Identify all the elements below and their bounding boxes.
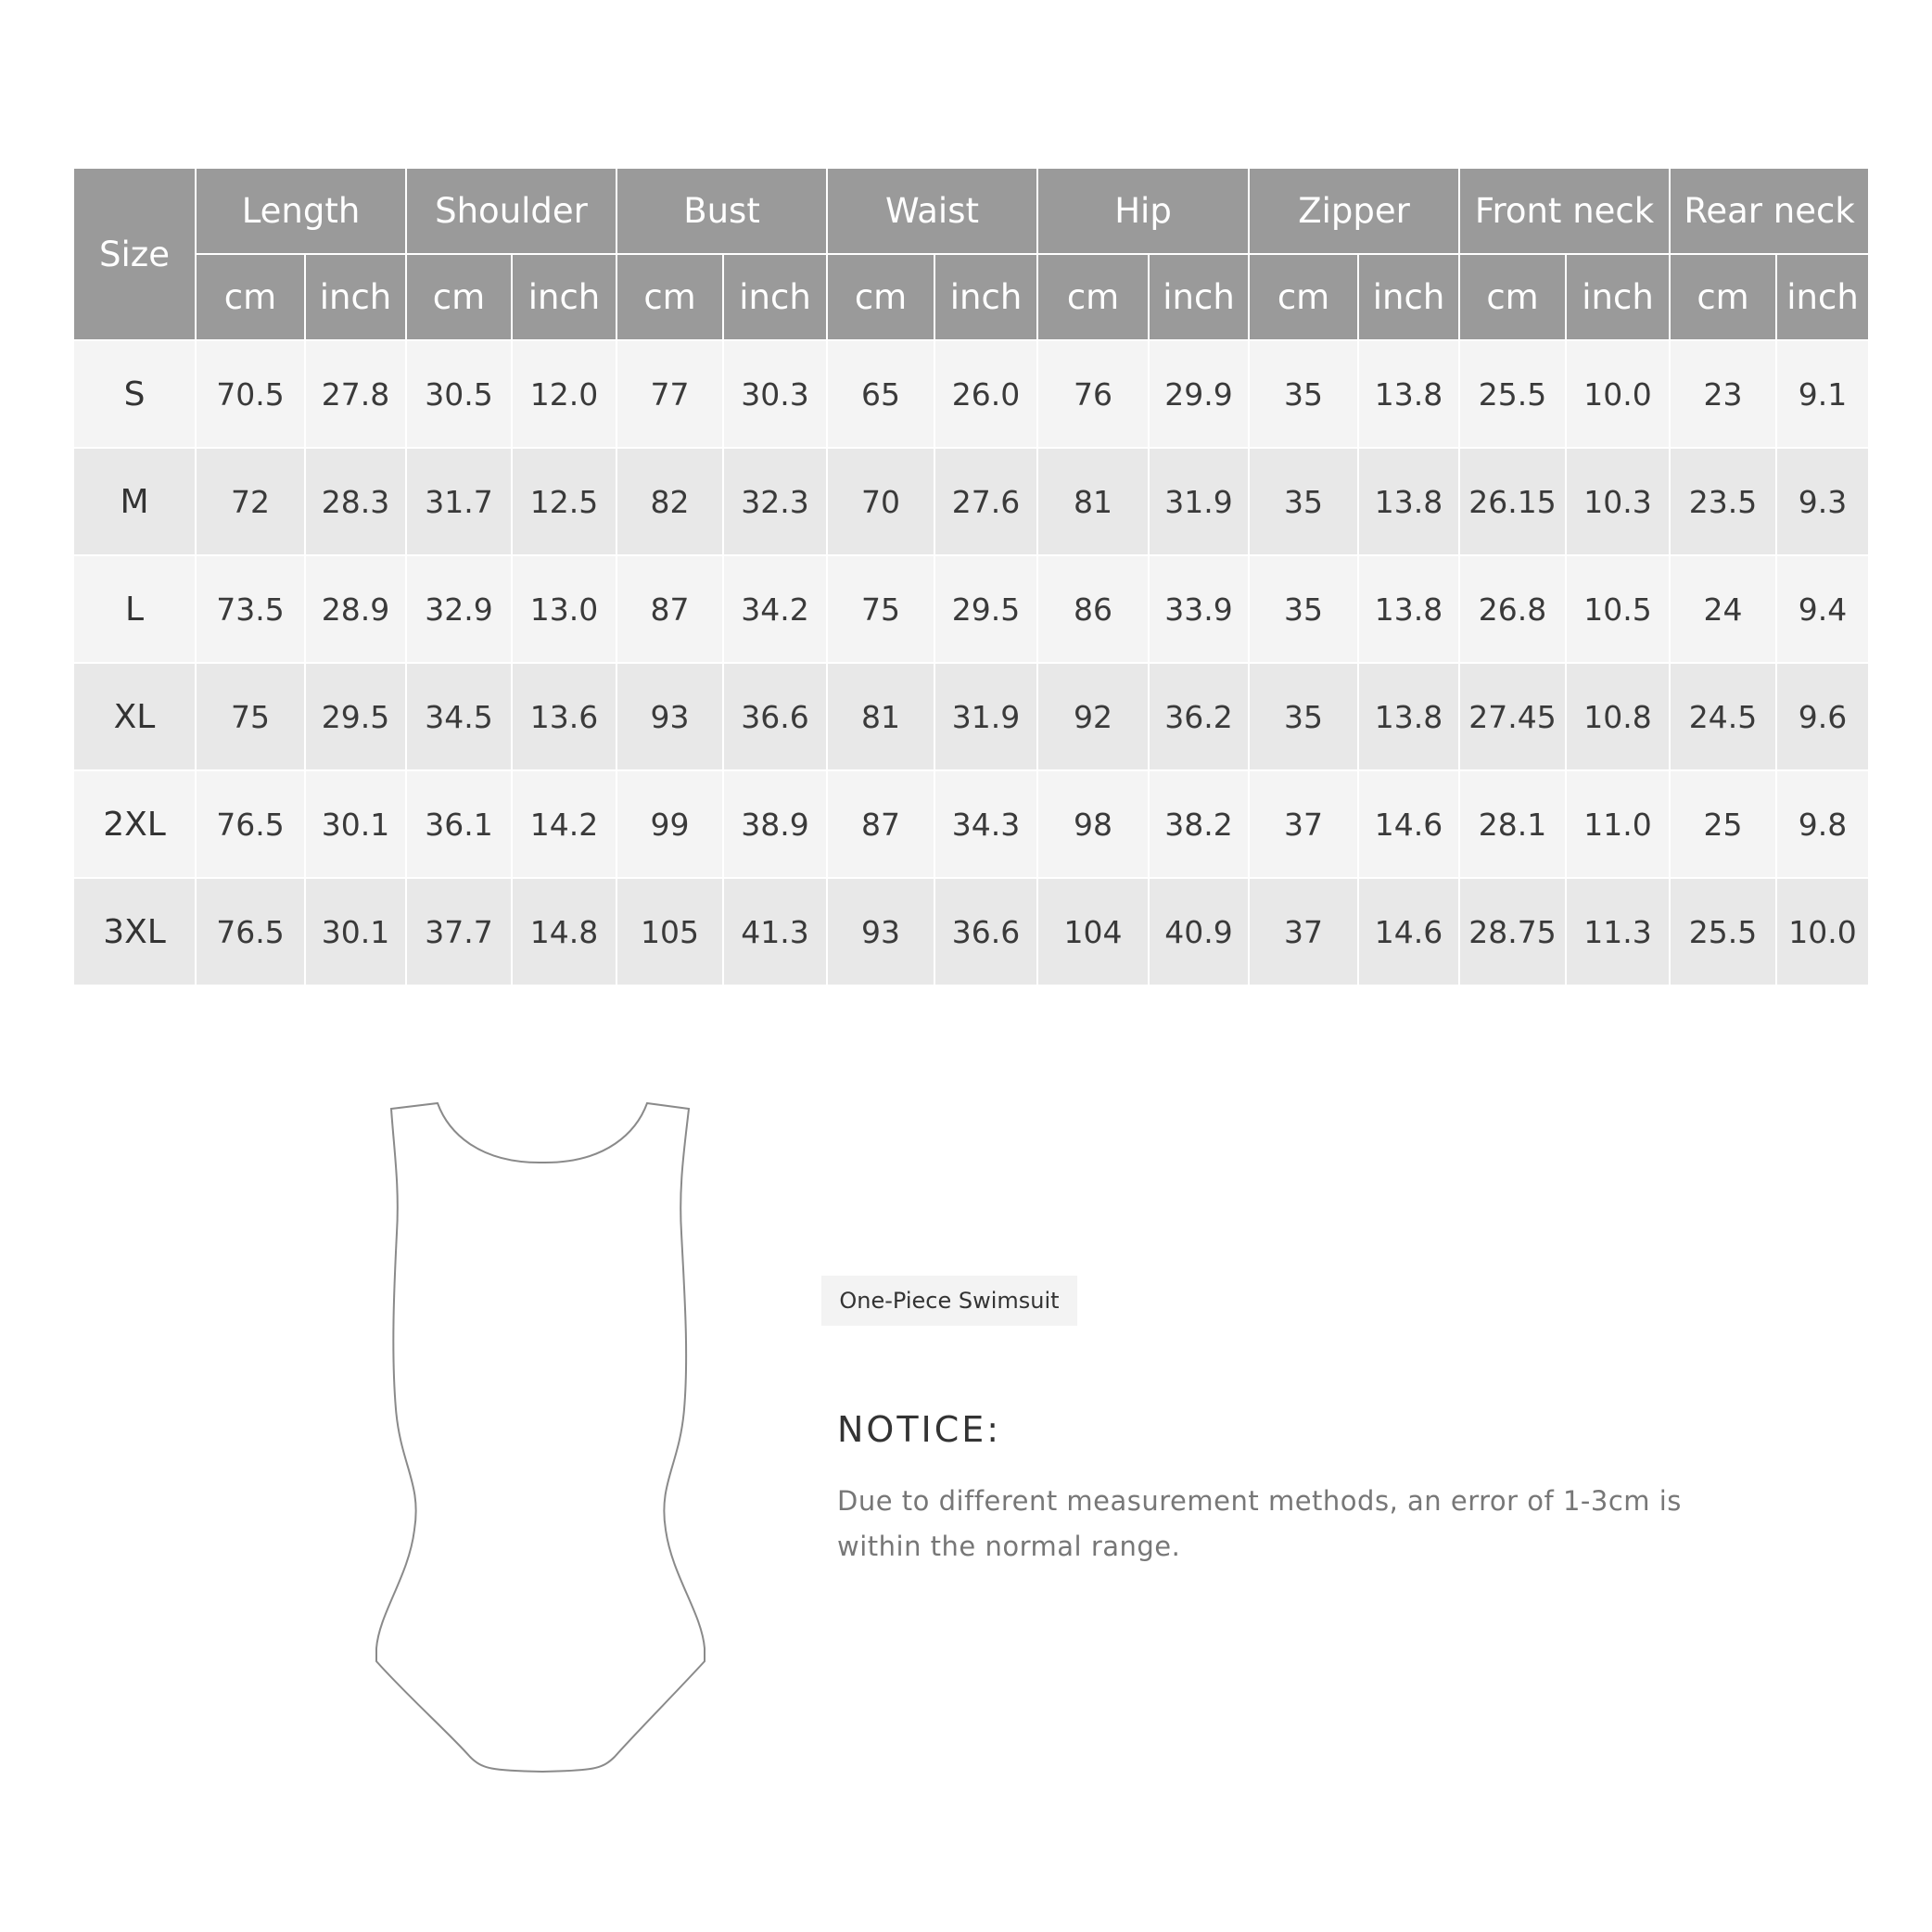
measurement-cell: 82 bbox=[616, 448, 723, 555]
measurement-cell: 14.2 bbox=[512, 770, 616, 878]
measurement-cell: 35 bbox=[1249, 448, 1358, 555]
measurement-cell: 25.5 bbox=[1670, 878, 1776, 985]
swimsuit-outline-illustration bbox=[366, 1094, 718, 1780]
measurement-cell: 10.0 bbox=[1566, 340, 1670, 448]
measurement-cell: 31.9 bbox=[934, 663, 1037, 770]
measurement-cell: 76 bbox=[1037, 340, 1149, 448]
header-zipper: Zipper bbox=[1249, 168, 1459, 254]
notice-text: Due to different measurement methods, an error of 1-3cm is within the normal range. bbox=[837, 1485, 1682, 1562]
measurement-cell: 98 bbox=[1037, 770, 1149, 878]
measurement-cell: 27.45 bbox=[1459, 663, 1566, 770]
measurement-cell: 14.8 bbox=[512, 878, 616, 985]
measurement-cell: 34.3 bbox=[934, 770, 1037, 878]
measurement-cell: 31.7 bbox=[406, 448, 512, 555]
measurement-cell: 36.6 bbox=[723, 663, 827, 770]
measurement-cell: 28.3 bbox=[305, 448, 406, 555]
table-header-units bbox=[73, 254, 1869, 340]
unit-cm: cm bbox=[1037, 254, 1149, 340]
table-header-groups bbox=[73, 168, 1869, 254]
measurement-cell: 87 bbox=[827, 770, 934, 878]
measurement-cell: 29.9 bbox=[1149, 340, 1249, 448]
table-row bbox=[73, 770, 1869, 878]
measurement-cell: 9.1 bbox=[1776, 340, 1869, 448]
measurement-cell: 31.9 bbox=[1149, 448, 1249, 555]
unit-inch: inch bbox=[1776, 254, 1869, 340]
measurement-cell: 87 bbox=[616, 555, 723, 663]
measurement-cell: 73.5 bbox=[196, 555, 305, 663]
unit-cm: cm bbox=[827, 254, 934, 340]
measurement-cell: 30.5 bbox=[406, 340, 512, 448]
unit-cm: cm bbox=[616, 254, 723, 340]
measurement-cell: 93 bbox=[616, 663, 723, 770]
measurement-cell: 29.5 bbox=[934, 555, 1037, 663]
unit-cm: cm bbox=[196, 254, 305, 340]
measurement-cell: 24.5 bbox=[1670, 663, 1776, 770]
measurement-cell: 9.3 bbox=[1776, 448, 1869, 555]
measurement-cell: 70 bbox=[827, 448, 934, 555]
measurement-cell: 104 bbox=[1037, 878, 1149, 985]
measurement-cell: 37 bbox=[1249, 878, 1358, 985]
measurement-cell: 76.5 bbox=[196, 878, 305, 985]
measurement-cell: 34.5 bbox=[406, 663, 512, 770]
header-hip: Hip bbox=[1037, 168, 1249, 254]
measurement-cell: 36.2 bbox=[1149, 663, 1249, 770]
header-front-neck: Front neck bbox=[1459, 168, 1670, 254]
measurement-cell: 27.6 bbox=[934, 448, 1037, 555]
measurement-cell: 99 bbox=[616, 770, 723, 878]
measurement-cell: 11.3 bbox=[1566, 878, 1670, 985]
measurement-cell: 26.15 bbox=[1459, 448, 1566, 555]
measurement-cell: 28.75 bbox=[1459, 878, 1566, 985]
unit-inch: inch bbox=[1566, 254, 1670, 340]
measurement-cell: 10.5 bbox=[1566, 555, 1670, 663]
measurement-cell: 93 bbox=[827, 878, 934, 985]
product-type-label: One-Piece Swimsuit bbox=[821, 1276, 1077, 1326]
unit-inch: inch bbox=[1149, 254, 1249, 340]
size-cell: L bbox=[73, 555, 196, 663]
measurement-cell: 10.8 bbox=[1566, 663, 1670, 770]
table-row bbox=[73, 663, 1869, 770]
measurement-cell: 105 bbox=[616, 878, 723, 985]
measurement-cell: 37 bbox=[1249, 770, 1358, 878]
header-rear-neck: Rear neck bbox=[1670, 168, 1869, 254]
measurement-cell: 35 bbox=[1249, 340, 1358, 448]
measurement-cell: 30.1 bbox=[305, 770, 406, 878]
measurement-cell: 36.6 bbox=[934, 878, 1037, 985]
measurement-cell: 28.9 bbox=[305, 555, 406, 663]
measurement-cell: 24 bbox=[1670, 555, 1776, 663]
measurement-cell: 23.5 bbox=[1670, 448, 1776, 555]
measurement-cell: 32.9 bbox=[406, 555, 512, 663]
table-row bbox=[73, 878, 1869, 985]
measurement-cell: 30.1 bbox=[305, 878, 406, 985]
measurement-cell: 35 bbox=[1249, 663, 1358, 770]
measurement-cell: 11.0 bbox=[1566, 770, 1670, 878]
measurement-cell: 33.9 bbox=[1149, 555, 1249, 663]
unit-cm: cm bbox=[1670, 254, 1776, 340]
measurement-cell: 12.5 bbox=[512, 448, 616, 555]
measurement-cell: 75 bbox=[196, 663, 305, 770]
measurement-cell: 14.6 bbox=[1358, 770, 1459, 878]
measurement-cell: 9.6 bbox=[1776, 663, 1869, 770]
measurement-cell: 14.6 bbox=[1358, 878, 1459, 985]
swimsuit-outline bbox=[376, 1103, 705, 1772]
header-length: Length bbox=[196, 168, 406, 254]
measurement-cell: 26.8 bbox=[1459, 555, 1566, 663]
measurement-cell: 9.4 bbox=[1776, 555, 1869, 663]
notice-title: NOTICE: bbox=[837, 1409, 1002, 1450]
measurement-cell: 41.3 bbox=[723, 878, 827, 985]
measurement-cell: 25.5 bbox=[1459, 340, 1566, 448]
measurement-cell: 13.8 bbox=[1358, 340, 1459, 448]
measurement-cell: 13.8 bbox=[1358, 555, 1459, 663]
measurement-cell: 81 bbox=[1037, 448, 1149, 555]
size-cell: S bbox=[73, 340, 196, 448]
measurement-cell: 92 bbox=[1037, 663, 1149, 770]
header-waist: Waist bbox=[827, 168, 1037, 254]
size-cell: M bbox=[73, 448, 196, 555]
size-cell: 3XL bbox=[73, 878, 196, 985]
measurement-cell: 81 bbox=[827, 663, 934, 770]
table-row bbox=[73, 555, 1869, 663]
measurement-cell: 38.9 bbox=[723, 770, 827, 878]
measurement-cell: 13.8 bbox=[1358, 663, 1459, 770]
measurement-cell: 36.1 bbox=[406, 770, 512, 878]
size-chart-table bbox=[72, 167, 1870, 986]
measurement-cell: 30.3 bbox=[723, 340, 827, 448]
measurement-cell: 77 bbox=[616, 340, 723, 448]
size-cell: XL bbox=[73, 663, 196, 770]
header-bust: Bust bbox=[616, 168, 827, 254]
measurement-cell: 32.3 bbox=[723, 448, 827, 555]
measurement-cell: 29.5 bbox=[305, 663, 406, 770]
size-cell: 2XL bbox=[73, 770, 196, 878]
size-header: Size bbox=[73, 168, 196, 340]
table-body bbox=[73, 340, 1869, 985]
measurement-cell: 26.0 bbox=[934, 340, 1037, 448]
measurement-cell: 23 bbox=[1670, 340, 1776, 448]
unit-inch: inch bbox=[1358, 254, 1459, 340]
measurement-cell: 34.2 bbox=[723, 555, 827, 663]
measurement-cell: 13.0 bbox=[512, 555, 616, 663]
measurement-cell: 65 bbox=[827, 340, 934, 448]
table-row bbox=[73, 448, 1869, 555]
unit-cm: cm bbox=[1459, 254, 1566, 340]
unit-inch: inch bbox=[723, 254, 827, 340]
measurement-cell: 86 bbox=[1037, 555, 1149, 663]
unit-inch: inch bbox=[305, 254, 406, 340]
unit-inch: inch bbox=[512, 254, 616, 340]
table-row bbox=[73, 340, 1869, 448]
measurement-cell: 25 bbox=[1670, 770, 1776, 878]
measurement-cell: 13.6 bbox=[512, 663, 616, 770]
measurement-cell: 75 bbox=[827, 555, 934, 663]
measurement-cell: 28.1 bbox=[1459, 770, 1566, 878]
measurement-cell: 12.0 bbox=[512, 340, 616, 448]
measurement-cell: 40.9 bbox=[1149, 878, 1249, 985]
measurement-cell: 72 bbox=[196, 448, 305, 555]
measurement-cell: 70.5 bbox=[196, 340, 305, 448]
measurement-cell: 38.2 bbox=[1149, 770, 1249, 878]
unit-cm: cm bbox=[406, 254, 512, 340]
measurement-cell: 35 bbox=[1249, 555, 1358, 663]
header-shoulder: Shoulder bbox=[406, 168, 616, 254]
unit-cm: cm bbox=[1249, 254, 1358, 340]
measurement-cell: 10.0 bbox=[1776, 878, 1869, 985]
measurement-cell: 37.7 bbox=[406, 878, 512, 985]
unit-inch: inch bbox=[934, 254, 1037, 340]
measurement-cell: 27.8 bbox=[305, 340, 406, 448]
measurement-cell: 9.8 bbox=[1776, 770, 1869, 878]
measurement-cell: 13.8 bbox=[1358, 448, 1459, 555]
measurement-cell: 10.3 bbox=[1566, 448, 1670, 555]
measurement-cell: 76.5 bbox=[196, 770, 305, 878]
